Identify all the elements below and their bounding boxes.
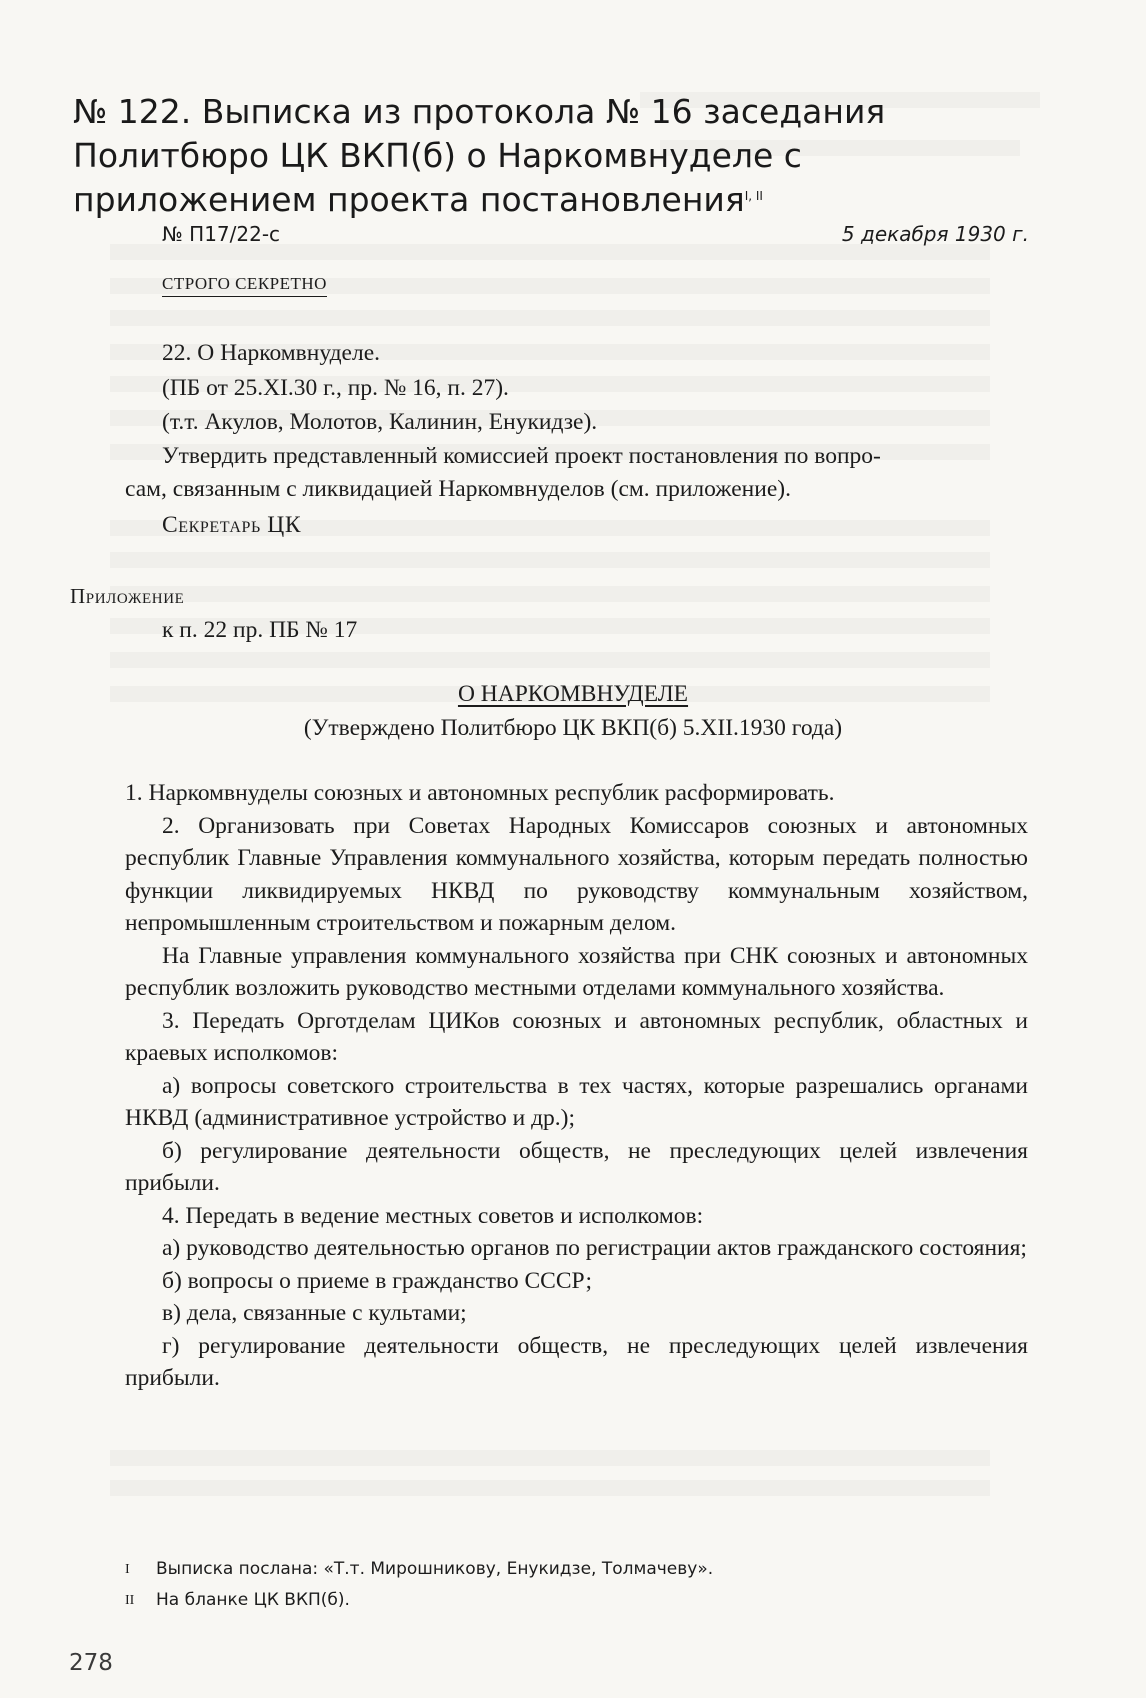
footnote-mark: II (125, 1593, 135, 1608)
decision-line-1: Утвердить представленный комиссией проект постановления по вопро- (162, 443, 881, 469)
paragraph-3: 3. Передать Орготделам ЦИКов союзных и автономных республик, областных и краевых исполкомов: (125, 1007, 1028, 1066)
appendix-title: О НАРКОМВНУДЕЛЕ (457, 681, 689, 707)
document-title (73, 90, 993, 222)
paragraph-1: 1. Наркомвнуделы союзных и автономных республик расформировать. (125, 780, 835, 806)
item-reference: (ПБ от 25.XI.30 г., пр. № 16, п. 27). (162, 375, 509, 401)
appendix-reference: к п. 22 пр. ПБ № 17 (162, 617, 358, 643)
paragraph-4d: г) регулирование деятельности обществ, не преследующих целей извлечения прибыли. (125, 1332, 1028, 1391)
paragraph-2-continued: На Главные управления коммунального хозяйства при СНК союзных и автономных республик возложить руководство местными отделами коммунального хозяйства. (125, 942, 1028, 1001)
document-date: 5 декабря 1930 г. (841, 222, 1029, 246)
item-heading: 22. О Наркомвнуделе. (162, 340, 381, 366)
appendix-title-wrap (0, 678, 1146, 711)
footnote-2 (125, 1585, 713, 1616)
paragraph-3b: б) регулирование деятельности обществ, не преследующих целей извлечения прибыли. (125, 1137, 1028, 1196)
paragraph-3a: а) вопросы советского строительства в тех частях, которые разрешались органами НКВД (административное устройство и др.); (125, 1072, 1028, 1131)
resolution-body (125, 777, 1028, 1395)
appendix-approval: (Утверждено Политбюро ЦК ВКП(б) 5.XII.1930 года) (303, 715, 843, 741)
decision-line-2: сам, связанным с ликвидацией Наркомвнуделов (см. приложение). (125, 476, 791, 502)
footnotes (125, 1554, 713, 1616)
page-number: 278 (69, 1650, 113, 1676)
document-number: № П17/22-с (162, 222, 281, 246)
paragraph-4b: б) вопросы о приеме в гражданство СССР; (162, 1267, 592, 1294)
title-text: № 122. Выписка из протокола № 16 заседания Политбюро ЦК ВКП(б) о Наркомвнуделе с приложением проекта постановления (73, 92, 886, 219)
paragraph-4c: в) дела, связанные с культами; (162, 1300, 467, 1326)
appendix-label: Приложение (70, 584, 185, 608)
paragraph-4: 4. Передать в ведение местных советов и исполкомов: (162, 1202, 704, 1229)
title-footnote-marks: I, II (744, 189, 763, 203)
paragraph-2: 2. Организовать при Советах Народных Комиссаров союзных и автономных республик Главные Управления коммунального хозяйства, которым передать полностью функции ликвидируемых НКВД по руководству коммунальным хозяйством, непромышленным строительством и пожарным делом. (125, 812, 1028, 936)
footnote-mark: I (125, 1562, 130, 1577)
signature-secretary: Секретарь ЦК (162, 512, 302, 538)
paragraph-4a: а) руководство деятельностью органов по регистрации актов гражданского состояния; (162, 1235, 1027, 1261)
classification-stamp: СТРОГО СЕКРЕТНО (162, 274, 327, 297)
item-members: (т.т. Акулов, Молотов, Калинин, Енукидзе). (162, 409, 598, 435)
footnote-1 (125, 1554, 713, 1585)
footnote-text: На бланке ЦК ВКП(б). (156, 1590, 350, 1610)
footnote-text: Выписка послана: «Т.т. Мирошникову, Енукидзе, Толмачеву». (156, 1559, 714, 1579)
